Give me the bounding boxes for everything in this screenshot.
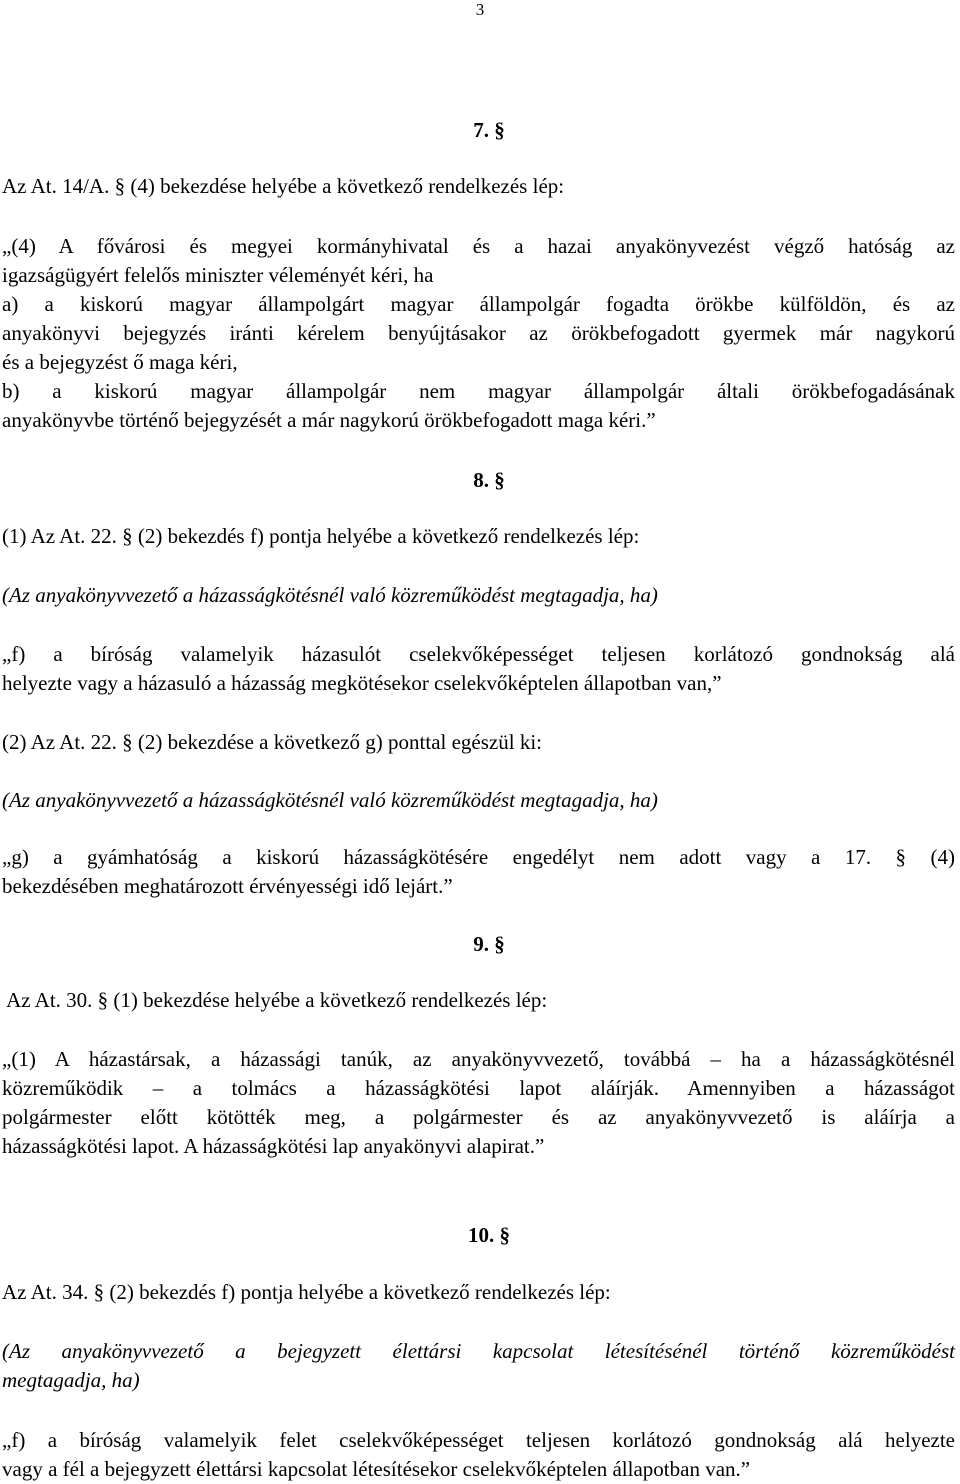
paragraph-line: Az At. 30. § (1) bekezdése helyébe a következő rendelkezés lép: xyxy=(2,988,548,1012)
paragraph-line: a) a kiskorú magyar állampolgárt magyar állampolgár fogadta örökbe külföldön, és az xyxy=(2,292,955,316)
page-number: 3 xyxy=(475,0,485,19)
paragraph-amendment-10 xyxy=(2,1426,955,1484)
paragraph-context-10 xyxy=(2,1337,955,1395)
section-heading-10: 10. § xyxy=(468,1223,510,1247)
paragraph-line: (Az anyakönyvvezető a házasságkötésnél való közreműködést megtagadja, ha) xyxy=(2,583,658,607)
paragraph-context-8-1 xyxy=(2,581,955,610)
paragraph-line: igazságügyért felelős miniszter véleményét kéri, ha xyxy=(2,263,434,287)
paragraph-line: helyezte vagy a házasuló a házasság megkötésekor cselekvőképtelen állapotban van,” xyxy=(2,671,722,695)
paragraph-intro-8-1 xyxy=(2,522,955,551)
paragraph-amendment-8-2 xyxy=(2,843,955,901)
paragraph-amendment-8-1 xyxy=(2,640,955,698)
section-heading-7: 7. § xyxy=(473,118,505,142)
paragraph-intro-8-2 xyxy=(2,728,955,757)
paragraph-line: polgármester előtt kötötték meg, a polgármester és az anyakönyvvezető is aláírja a xyxy=(2,1105,955,1129)
paragraph-context-8-2 xyxy=(2,786,955,815)
paragraph-line: közreműködik – a tolmács a házasságkötési lapot aláírják. Amennyiben a házasságot xyxy=(2,1076,955,1100)
paragraph-line: (Az anyakönyvvezető a bejegyzett élettársi kapcsolat létesítésénél történő közreműködést xyxy=(2,1339,955,1363)
paragraph-line: (2) Az At. 22. § (2) bekezdése a következő g) ponttal egészül ki: xyxy=(2,730,542,754)
paragraph-line: Az At. 34. § (2) bekezdés f) pontja helyébe a következő rendelkezés lép: xyxy=(2,1280,611,1304)
paragraph-line: „f) a bíróság valamelyik házasulót cselekvőképességet teljesen korlátozó gondnokság alá xyxy=(2,642,955,666)
paragraph-line: (Az anyakönyvvezető a házasságkötésnél való közreműködést megtagadja, ha) xyxy=(2,788,658,812)
paragraph-line: „g) a gyámhatóság a kiskorú házasságkötésére engedélyt nem adott vagy a 17. § (4) xyxy=(2,845,955,869)
paragraph-line: „(1) A házastársak, a házassági tanúk, az anyakönyvvezető, továbbá – ha a házasságkötésnél xyxy=(2,1047,955,1071)
paragraph-line: házasságkötési lapot. A házasságkötési lap anyakönyvi alapirat.” xyxy=(2,1134,545,1158)
paragraph-intro-9 xyxy=(2,986,955,1015)
paragraph-line: anyakönyvbe történő bejegyzését a már nagykorú örökbefogadott maga kéri.” xyxy=(2,408,656,432)
section-heading-9: 9. § xyxy=(473,932,505,956)
paragraph-line: „f) a bíróság valamelyik felet cselekvőképességet teljesen korlátozó gondnokság alá helyezte xyxy=(2,1428,955,1452)
paragraph-intro-7 xyxy=(2,172,955,201)
paragraph-line: b) a kiskorú magyar állampolgár nem magyar állampolgár általi örökbefogadásának xyxy=(2,379,955,403)
paragraph-line: bekezdésében meghatározott érvényességi idő lejárt.” xyxy=(2,874,453,898)
paragraph-line: Az At. 14/A. § (4) bekezdése helyébe a következő rendelkezés lép: xyxy=(2,174,565,198)
paragraph-line: megtagadja, ha) xyxy=(2,1368,140,1392)
paragraph-line: (1) Az At. 22. § (2) bekezdés f) pontja helyébe a következő rendelkezés lép: xyxy=(2,524,640,548)
paragraph-intro-10 xyxy=(2,1278,955,1307)
paragraph-line: és a bejegyzést ő maga kéri, xyxy=(2,350,238,374)
paragraph-line: „(4) A fővárosi és megyei kormányhivatal és a hazai anyakönyvezést végző hatóság az xyxy=(2,234,955,258)
paragraph-amendment-7 xyxy=(2,232,955,435)
paragraph-line: anyakönyvi bejegyzés iránti kérelem benyújtásakor az örökbefogadott gyermek már nagykorú xyxy=(2,321,955,345)
paragraph-line: vagy a fél a bejegyzett élettársi kapcsolat létesítésekor cselekvőképtelen állapotban van.” xyxy=(2,1457,751,1481)
section-heading-8: 8. § xyxy=(473,468,505,492)
paragraph-amendment-9 xyxy=(2,1045,955,1161)
